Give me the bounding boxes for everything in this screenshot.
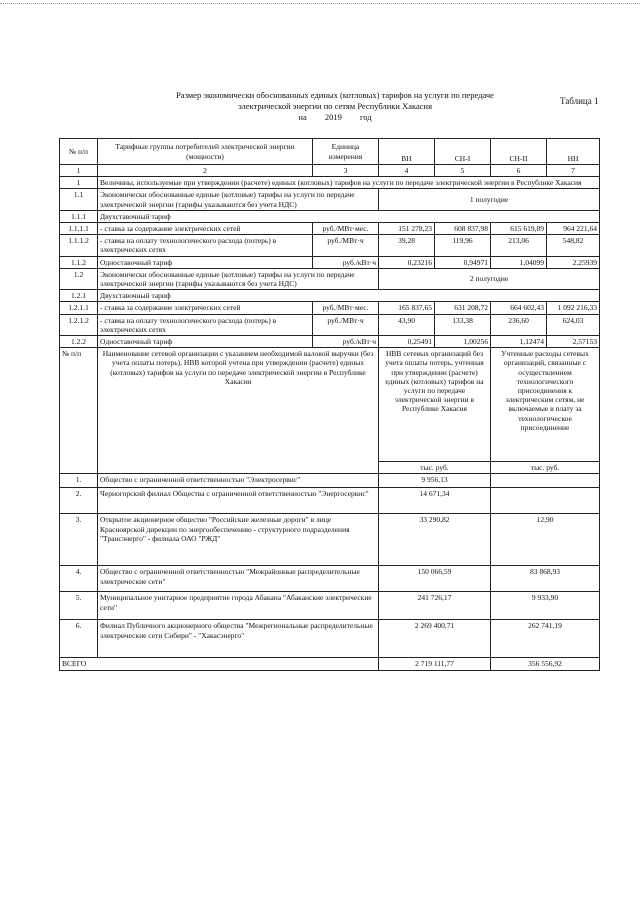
org-num: 4. (60, 566, 98, 592)
header-index: 4 (379, 165, 435, 177)
row-label: - ставка за содержание электрических сетей (98, 223, 313, 235)
value-vn: 39,28 (379, 235, 435, 256)
period-text: Экономически обоснованные единые (котловые) тарифы на услуги по передаче электрической энергии (тарифы указываются без учета НДС) (98, 268, 379, 289)
org-name: Муниципальное унитарное предприятие города Абакана "Абаканские электрические сети" (98, 592, 379, 620)
period-row (60, 189, 600, 210)
tariff-row (60, 314, 600, 335)
row-label: Двухставочный тариф (98, 290, 600, 302)
header-index: 6 (491, 165, 547, 177)
row-num: 1.1.1 (60, 210, 98, 222)
orgs-header-name: Наименование сетевой организации с указанием необходимой валовой выручки (без учета оплаты потерь), НВВ которой учтена при утверждении (расчете) единых (котловых) тарифов на услуги по передаче электрической энергии в Республике Хакасия (98, 348, 379, 474)
header-row (60, 139, 600, 165)
header-group: Тарифные группы потребителей электрической энергии (мощности) (98, 139, 313, 165)
row-num: 1.1.1.2 (60, 235, 98, 256)
orgs-header-nvv: НВВ сетевых организаций без учета оплаты потерь, учтенная при утверждении (расчете) единых (котловых) тарифов на услуги по передаче электрической энергии в Республике Хакасия (379, 348, 491, 462)
value-sn1: 133,38 (435, 314, 491, 335)
value-sn1: 608 837,98 (435, 223, 491, 235)
value-sn1: 1,00256 (435, 336, 491, 348)
row-num: 1.2.1.2 (60, 314, 98, 335)
org-costs: 262 741,19 (491, 620, 600, 658)
value-nn: 2,25939 (547, 256, 600, 268)
org-num: 5. (60, 592, 98, 620)
total-row (60, 658, 600, 670)
row-label: - ставка за содержание электрических сетей (98, 302, 313, 314)
row-unit: руб./МВт·мес. (313, 302, 379, 314)
org-costs (491, 474, 600, 488)
tariff-table (59, 138, 600, 671)
value-sn2: 664 602,43 (491, 302, 547, 314)
org-num: 2. (60, 488, 98, 514)
value-nn: 1 092 216,33 (547, 302, 600, 314)
header-index-row (60, 165, 600, 177)
table-label: Таблица 1 (560, 96, 599, 106)
value-vn: 165 837,65 (379, 302, 435, 314)
value-sn1: 631 208,72 (435, 302, 491, 314)
org-row (60, 592, 600, 620)
tariff-row (60, 235, 600, 256)
header-sn2: СН-II (491, 139, 547, 165)
header-index: 3 (313, 165, 379, 177)
header-num: № п/п (60, 139, 98, 165)
org-num: 3. (60, 514, 98, 566)
org-nvv: 33 290,82 (379, 514, 491, 566)
org-nvv: 2 269 400,71 (379, 620, 491, 658)
org-name: Общество с ограниченной ответственностью "Электросервис" (98, 474, 379, 488)
period-num: 1.2 (60, 268, 98, 289)
header-index: 7 (547, 165, 600, 177)
row-label: Одноставочный тариф (98, 336, 313, 348)
period-num: 1.1 (60, 189, 98, 210)
total-costs: 356 556,92 (491, 658, 600, 670)
orgs-header-num: № п/п (60, 348, 98, 474)
title-line-3 (100, 112, 570, 123)
two-part-row (60, 290, 600, 302)
orgs-unit-costs: тыс. руб. (491, 462, 600, 474)
orgs-unit-nvv: тыс. руб. (379, 462, 491, 474)
two-part-row (60, 210, 600, 222)
org-name: Черногорский филиал Общества с ограниченной ответственностью "Энергосервис" (98, 488, 379, 514)
section-text: Величины, используемые при утверждении (расчете) единых (котловых) тарифов на услуги по передаче электрической энергии в Республике Хакасия (98, 177, 600, 189)
document-title (100, 90, 570, 123)
value-sn2: 615 619,89 (491, 223, 547, 235)
tariff-row (60, 302, 600, 314)
period-text: Экономически обоснованные единые (котловые) тарифы на услуги по передаче электрической энергии (тарифы указываются без учета НДС) (98, 189, 379, 210)
value-sn2: 213,06 (491, 235, 547, 256)
org-costs: 83 868,93 (491, 566, 600, 592)
org-nvv: 241 726,17 (379, 592, 491, 620)
header-index: 2 (98, 165, 313, 177)
header-nn: НН (547, 139, 600, 165)
tariff-row (60, 256, 600, 268)
row-unit: руб./МВт·мес. (313, 223, 379, 235)
org-row (60, 566, 600, 592)
org-nvv: 150 066,59 (379, 566, 491, 592)
row-unit: руб./кВт·ч (313, 336, 379, 348)
value-sn2: 236,60 (491, 314, 547, 335)
row-num: 1.2.2 (60, 336, 98, 348)
org-costs: 12,90 (491, 514, 600, 566)
header-sn1: СН-I (435, 139, 491, 165)
row-unit: руб./МВт·ч (313, 235, 379, 256)
row-label: - ставка на оплату технологического расхода (потерь) в электрических сетях (98, 314, 313, 335)
row-label: - ставка на оплату технологического расхода (потерь) в электрических сетях (98, 235, 313, 256)
period-row (60, 268, 600, 289)
value-nn: 548,82 (547, 235, 600, 256)
row-num: 1.2.1.1 (60, 302, 98, 314)
header-unit: Единица измерения (313, 139, 379, 165)
scan-top-edge (0, 3, 640, 5)
row-num: 1.1.2 (60, 256, 98, 268)
row-unit: руб./МВт·ч (313, 314, 379, 335)
title-line-1: Размер экономически обоснованных единых (котловых) тарифов на услуги по передаче (176, 90, 494, 100)
org-costs (491, 488, 600, 514)
period-label: 2 полугодие (379, 268, 600, 289)
header-index: 5 (435, 165, 491, 177)
row-num: 1.1.1.1 (60, 223, 98, 235)
value-vn: 0,25491 (379, 336, 435, 348)
value-sn1: 0,94971 (435, 256, 491, 268)
org-nvv: 9 956,13 (379, 474, 491, 488)
orgs-header-costs: Учтенные расходы сетевых организаций, связанные с осуществлением технологического присоединения к электрическим сетям, не включаемые в плату за технологическое присоединение (491, 348, 600, 462)
value-sn2: 1,12474 (491, 336, 547, 348)
section-row (60, 177, 600, 189)
value-nn: 624,03 (547, 314, 600, 335)
title-year: 2019 (324, 112, 342, 122)
total-nvv: 2 719 111,77 (379, 658, 491, 670)
tariff-row (60, 336, 600, 348)
value-nn: 964 221,64 (547, 223, 600, 235)
header-vn: ВН (379, 139, 435, 165)
header-index: 1 (60, 165, 98, 177)
total-label: ВСЕГО (60, 658, 379, 670)
org-row (60, 514, 600, 566)
value-vn: 151 278,23 (379, 223, 435, 235)
org-name: Открытое акционерное общество "Российские железные дороги" в лице Красноярской дирекции по энергообеспечению - структурного подразделения "Трансэнерго" - филиала ОАО "РЖД" (98, 514, 379, 566)
org-row (60, 620, 600, 658)
value-sn1: 119,96 (435, 235, 491, 256)
org-costs: 9 933,90 (491, 592, 600, 620)
row-label: Двухставочный тариф (98, 210, 600, 222)
row-label: Одноставочный тариф (98, 256, 313, 268)
value-vn: 0,23216 (379, 256, 435, 268)
value-nn: 2,57153 (547, 336, 600, 348)
tariff-row (60, 223, 600, 235)
row-unit: руб./кВт·ч (313, 256, 379, 268)
org-num: 1. (60, 474, 98, 488)
org-row (60, 474, 600, 488)
org-name: Общество с ограниченной ответственностью "Межрайонные распределительные электрические сети" (98, 566, 379, 592)
org-num: 6. (60, 620, 98, 658)
value-sn2: 1,04099 (491, 256, 547, 268)
period-label: 1 полугодие (379, 189, 600, 210)
org-nvv: 14 671,34 (379, 488, 491, 514)
title-prefix: на (298, 112, 307, 122)
org-row (60, 488, 600, 514)
section-num: 1 (60, 177, 98, 189)
title-suffix: год (359, 112, 372, 122)
orgs-header-row (60, 348, 600, 462)
org-name: Филиал Публичного акционерного общества "Межрегиональные распределительные электрические сети Сибири" - "Хакасэнерго" (98, 620, 379, 658)
title-line-2: электрической энергии по сетям Республики Хакасия (238, 101, 432, 111)
row-num: 1.2.1 (60, 290, 98, 302)
value-vn: 43,90 (379, 314, 435, 335)
